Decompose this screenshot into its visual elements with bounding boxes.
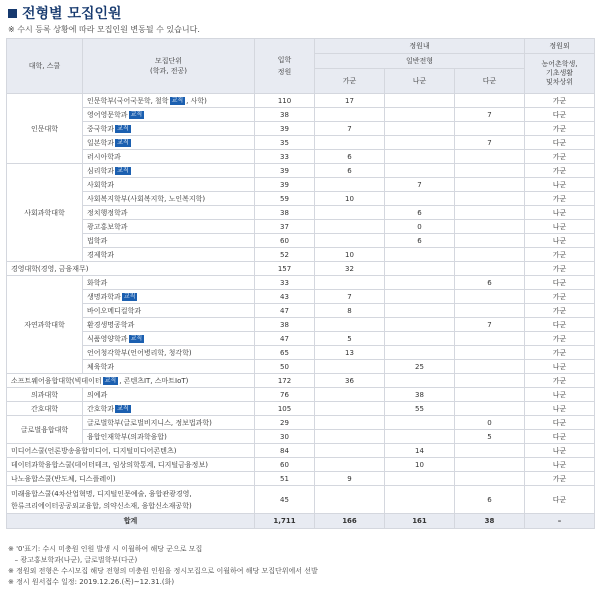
header-unit: 모집단위 (학과, 전공) [83,39,255,94]
ga-cell [315,276,385,290]
na-cell: 7 [385,178,455,192]
table-row [7,220,595,234]
unit-name-cell [83,430,255,444]
unit-name-cell [83,136,255,150]
header-special: 농어촌학생, 기초생활 및차상위 [525,54,595,94]
da-cell: 7 [455,318,525,332]
table-row [7,276,595,290]
unit-name-cell [83,192,255,206]
da-cell [455,402,525,416]
ga-cell [315,486,385,514]
da-cell: 6 [455,276,525,290]
teaching-tag: 교직 [104,376,117,384]
unit-name-cell [83,276,255,290]
unit-name-cell [83,178,255,192]
header-quota: 입학 정원 [255,39,315,94]
ga-cell: 10 [315,192,385,206]
teaching-tag: 교직 [171,96,184,104]
quota-cell: 38 [255,108,315,122]
unit-name-cell [83,94,255,108]
table-row [7,402,595,416]
header-university: 대학, 스쿨 [7,39,83,94]
quota-cell: 47 [255,304,315,318]
ga-cell: 7 [315,290,385,304]
quota-cell: 35 [255,136,315,150]
table-row [7,234,595,248]
table-row [7,444,595,458]
header-general: 일반전형 [315,54,525,69]
unit-name-part: 경영대학(경영, 금융재무) [11,264,89,273]
ga-cell [315,430,385,444]
unit-name-part: 미디어스쿨(언론방송융합미디어, 디지털미디어콘텐츠) [11,446,177,455]
da-cell [455,332,525,346]
unit-name-part: 환경생명공학과 [87,320,135,329]
quota-cell: 38 [255,206,315,220]
na-cell: 10 [385,458,455,472]
ga-cell [315,458,385,472]
quota-cell: 172 [255,374,315,388]
na-cell [385,346,455,360]
table-row [7,318,595,332]
unit-name-part: 식품영양학과 [87,334,128,343]
unit-span-cell [7,472,255,486]
na-cell [385,332,455,346]
footnote: ※ 정원외 전형은 수시모집 해당 전형의 미충원 인원을 정시모집으로 이월하여 해당 모집단위에서 선발 [8,567,318,575]
outside-cell: 가군 [525,304,595,318]
unit-name-part: 바이오메디컬학과 [87,306,142,315]
quota-cell: 50 [255,360,315,374]
quota-cell: 33 [255,276,315,290]
table-row [7,360,595,374]
table-row [7,164,595,178]
unit-name-part: 의예과 [87,390,108,399]
ga-cell: 6 [315,164,385,178]
outside-cell: 나군 [525,360,595,374]
table-row [7,346,595,360]
na-cell: 55 [385,402,455,416]
outside-cell: 가군 [525,374,595,388]
table-row [7,332,595,346]
unit-name-part: 인문학부(국어국문학, 철학 [87,96,169,105]
unit-name-cell [83,150,255,164]
da-cell [455,234,525,248]
unit-name-cell [83,248,255,262]
ga-cell [315,444,385,458]
unit-span-cell [7,374,255,388]
outside-cell: 다군 [525,416,595,430]
da-cell [455,262,525,276]
na-cell [385,136,455,150]
university-cell: 간호대학 [7,402,83,416]
unit-name-part: 영어영문학과 [87,110,128,119]
unit-name-part: 경제학과 [87,250,115,259]
unit-span-cell [7,486,255,514]
table-row [7,136,595,150]
university-cell: 사회과학대학 [7,164,83,262]
total-label: 합계 [7,514,255,529]
total-ga: 166 [315,514,385,529]
teaching-tag: 교직 [117,166,129,174]
na-cell: 6 [385,206,455,220]
unit-name-cell [83,402,255,416]
table-row [7,192,595,206]
na-cell: 25 [385,360,455,374]
ga-cell [315,234,385,248]
na-cell [385,108,455,122]
unit-name-part: 사회학과 [87,180,115,189]
footnotes [8,544,318,588]
ga-cell [315,136,385,150]
unit-name-part: 언어청각학부(언어병리학, 청각학) [87,348,192,357]
outside-cell: 나군 [525,206,595,220]
outside-cell: 가군 [525,150,595,164]
unit-name-part: 러시아학과 [87,152,121,161]
unit-name-part: , 콘텐츠IT, 스마트IoT) [119,376,189,385]
na-cell [385,122,455,136]
outside-cell: 가군 [525,192,595,206]
ga-cell: 10 [315,248,385,262]
outside-cell: 나군 [525,220,595,234]
quota-cell: 76 [255,388,315,402]
na-cell [385,248,455,262]
header-inside: 정원내 [315,39,525,54]
outside-cell: 가군 [525,94,595,108]
table-row [7,206,595,220]
ga-cell [315,206,385,220]
quota-cell: 38 [255,318,315,332]
unit-span-cell [7,458,255,472]
da-cell [455,192,525,206]
unit-name-cell [83,122,255,136]
quota-cell: 39 [255,164,315,178]
da-cell [455,248,525,262]
teaching-tag: 교직 [117,124,129,132]
footnote: ※ 정시 원서접수 일정: 2019.12.26.(목)~12.31.(화) [8,578,175,586]
quota-cell: 51 [255,472,315,486]
na-cell [385,374,455,388]
total-row [7,514,595,529]
page-title [8,3,122,23]
unit-name-part: 데이터과학융합스쿨(데이터테크, 임상의학통계, 디지털금융정보) [11,460,208,469]
unit-name-cell [83,360,255,374]
da-cell [455,304,525,318]
unit-name-cell [83,346,255,360]
unit-name-part: 미래융합스쿨(4차산업혁명, 디지털인문예술, 융합관광경영, 한류크리에이터공공외교융합, 의약신소재, 융합신소재공학) [11,489,192,510]
quota-cell: 84 [255,444,315,458]
university-cell: 글로벌융합대학 [7,416,83,444]
unit-name-cell [83,318,255,332]
unit-name-part: 법학과 [87,236,108,245]
unit-name-part: 체육학과 [87,362,115,371]
ga-cell [315,360,385,374]
na-cell: 38 [385,388,455,402]
da-cell [455,346,525,360]
outside-cell: 다군 [525,486,595,514]
unit-name-cell [83,304,255,318]
footnote: ※ '0'표기: 수시 미충원 인원 발생 시 이월하여 해당 군으로 모집 [8,545,203,553]
total-out: – [525,514,595,529]
title-square-icon [8,9,17,18]
unit-name-cell [83,416,255,430]
unit-name-part: 일본학과 [87,138,115,147]
na-cell [385,472,455,486]
na-cell [385,94,455,108]
footnote: – 광고홍보학과(나군), 글로벌학부(다군) [8,556,138,564]
table-row [7,374,595,388]
unit-name-part: 소프트웨어융합대학(빅데이터 [11,376,102,385]
na-cell [385,430,455,444]
quota-cell: 29 [255,416,315,430]
outside-cell: 가군 [525,332,595,346]
university-cell: 자연과학대학 [7,276,83,374]
page-title-text: 전형별 모집인원 [22,6,122,22]
da-cell [455,472,525,486]
ga-cell [315,178,385,192]
unit-name-part: 중국학과 [87,124,115,133]
da-cell [455,220,525,234]
da-cell [455,374,525,388]
teaching-tag: 교직 [117,404,129,412]
table-row [7,430,595,444]
ga-cell [315,108,385,122]
table-row [7,108,595,122]
table-row [7,290,595,304]
outside-cell: 가군 [525,472,595,486]
da-cell [455,164,525,178]
outside-cell: 다군 [525,276,595,290]
da-cell: 0 [455,416,525,430]
unit-name-cell [83,290,255,304]
unit-name-part: 화학과 [87,278,108,287]
table-row [7,248,595,262]
outside-cell: 다군 [525,108,595,122]
quota-cell: 52 [255,248,315,262]
table-row [7,416,595,430]
na-cell: 6 [385,234,455,248]
outside-cell: 가군 [525,122,595,136]
quota-cell: 110 [255,94,315,108]
quota-cell: 59 [255,192,315,206]
unit-name-cell [83,332,255,346]
header-da: 다군 [455,69,525,94]
da-cell [455,360,525,374]
unit-name-cell [83,234,255,248]
teaching-tag: 교직 [123,292,136,300]
ga-cell: 6 [315,150,385,164]
na-cell [385,318,455,332]
unit-name-cell [83,206,255,220]
outside-cell: 다군 [525,136,595,150]
da-cell: 7 [455,108,525,122]
quota-cell: 39 [255,122,315,136]
table-row [7,304,595,318]
ga-cell: 9 [315,472,385,486]
unit-name-part: 나노융합스쿨(반도체, 디스플레이) [11,474,116,483]
outside-cell: 나군 [525,178,595,192]
quota-cell: 47 [255,332,315,346]
ga-cell: 8 [315,304,385,318]
da-cell [455,458,525,472]
ga-cell [315,402,385,416]
unit-name-part: 정치행정학과 [87,208,128,217]
quota-table [6,38,595,529]
unit-name-part: 광고홍보학과 [87,222,128,231]
da-cell: 7 [455,136,525,150]
da-cell: 6 [455,486,525,514]
outside-cell: 다군 [525,430,595,444]
teaching-tag: 교직 [130,110,143,118]
unit-name-part: 간호학과 [87,404,115,413]
unit-name-part: , 사학) [186,96,207,105]
ga-cell [315,318,385,332]
na-cell [385,192,455,206]
quota-cell: 65 [255,346,315,360]
quota-cell: 45 [255,486,315,514]
ga-cell: 36 [315,374,385,388]
ga-cell: 17 [315,94,385,108]
unit-name-part: 생명과학과 [87,292,121,301]
outside-cell: 가군 [525,346,595,360]
unit-name-part: 심리학과 [87,166,115,175]
da-cell [455,444,525,458]
unit-name-cell [83,220,255,234]
table-row [7,262,595,276]
table-body [7,94,595,514]
outside-cell: 나군 [525,444,595,458]
da-cell [455,388,525,402]
university-cell: 인문대학 [7,94,83,164]
table-row [7,472,595,486]
university-cell: 의과대학 [7,388,83,402]
outside-cell: 나군 [525,388,595,402]
na-cell [385,262,455,276]
total-quota: 1,711 [255,514,315,529]
table-row [7,178,595,192]
na-cell [385,416,455,430]
ga-cell: 5 [315,332,385,346]
unit-name-cell [83,108,255,122]
outside-cell: 가군 [525,248,595,262]
table-row [7,94,595,108]
outside-cell: 가군 [525,262,595,276]
da-cell [455,290,525,304]
teaching-tag: 교직 [130,334,143,342]
na-cell [385,290,455,304]
unit-name-cell [83,164,255,178]
da-cell [455,94,525,108]
da-cell [455,122,525,136]
quota-cell: 60 [255,234,315,248]
quota-cell: 105 [255,402,315,416]
outside-cell: 다군 [525,318,595,332]
ga-cell: 32 [315,262,385,276]
na-cell [385,150,455,164]
da-cell [455,178,525,192]
quota-cell: 157 [255,262,315,276]
na-cell [385,304,455,318]
outside-cell: 나군 [525,402,595,416]
ga-cell: 7 [315,122,385,136]
unit-name-part: 글로벌학부(글로벌비지니스, 정보법과학) [87,418,212,427]
total-na: 161 [385,514,455,529]
unit-span-cell [7,262,255,276]
na-cell: 0 [385,220,455,234]
da-cell [455,206,525,220]
outside-cell: 나군 [525,458,595,472]
na-cell [385,276,455,290]
total-da: 38 [455,514,525,529]
header-ga: 가군 [315,69,385,94]
na-cell [385,164,455,178]
unit-span-cell [7,444,255,458]
quota-cell: 43 [255,290,315,304]
header-na: 나군 [385,69,455,94]
quota-cell: 33 [255,150,315,164]
na-cell [385,486,455,514]
sub-note: ※ 수시 등록 상황에 따라 모집인원 변동될 수 있습니다. [8,25,200,34]
da-cell: 5 [455,430,525,444]
quota-cell: 60 [255,458,315,472]
outside-cell: 가군 [525,164,595,178]
na-cell: 14 [385,444,455,458]
outside-cell: 가군 [525,290,595,304]
ga-cell: 13 [315,346,385,360]
table-row [7,150,595,164]
table-row [7,458,595,472]
unit-name-cell [83,388,255,402]
quota-cell: 37 [255,220,315,234]
quota-cell: 30 [255,430,315,444]
unit-name-part: 융합인재학부(의과학융합) [87,432,167,441]
ga-cell [315,220,385,234]
teaching-tag: 교직 [117,138,129,146]
unit-name-part: 사회복지학부(사회복지학, 노인복지학) [87,194,206,203]
table-row [7,122,595,136]
da-cell [455,150,525,164]
outside-cell: 나군 [525,234,595,248]
table-row [7,388,595,402]
quota-cell: 39 [255,178,315,192]
ga-cell [315,388,385,402]
table-row [7,486,595,514]
header-outside: 정원외 [525,39,595,54]
ga-cell [315,416,385,430]
